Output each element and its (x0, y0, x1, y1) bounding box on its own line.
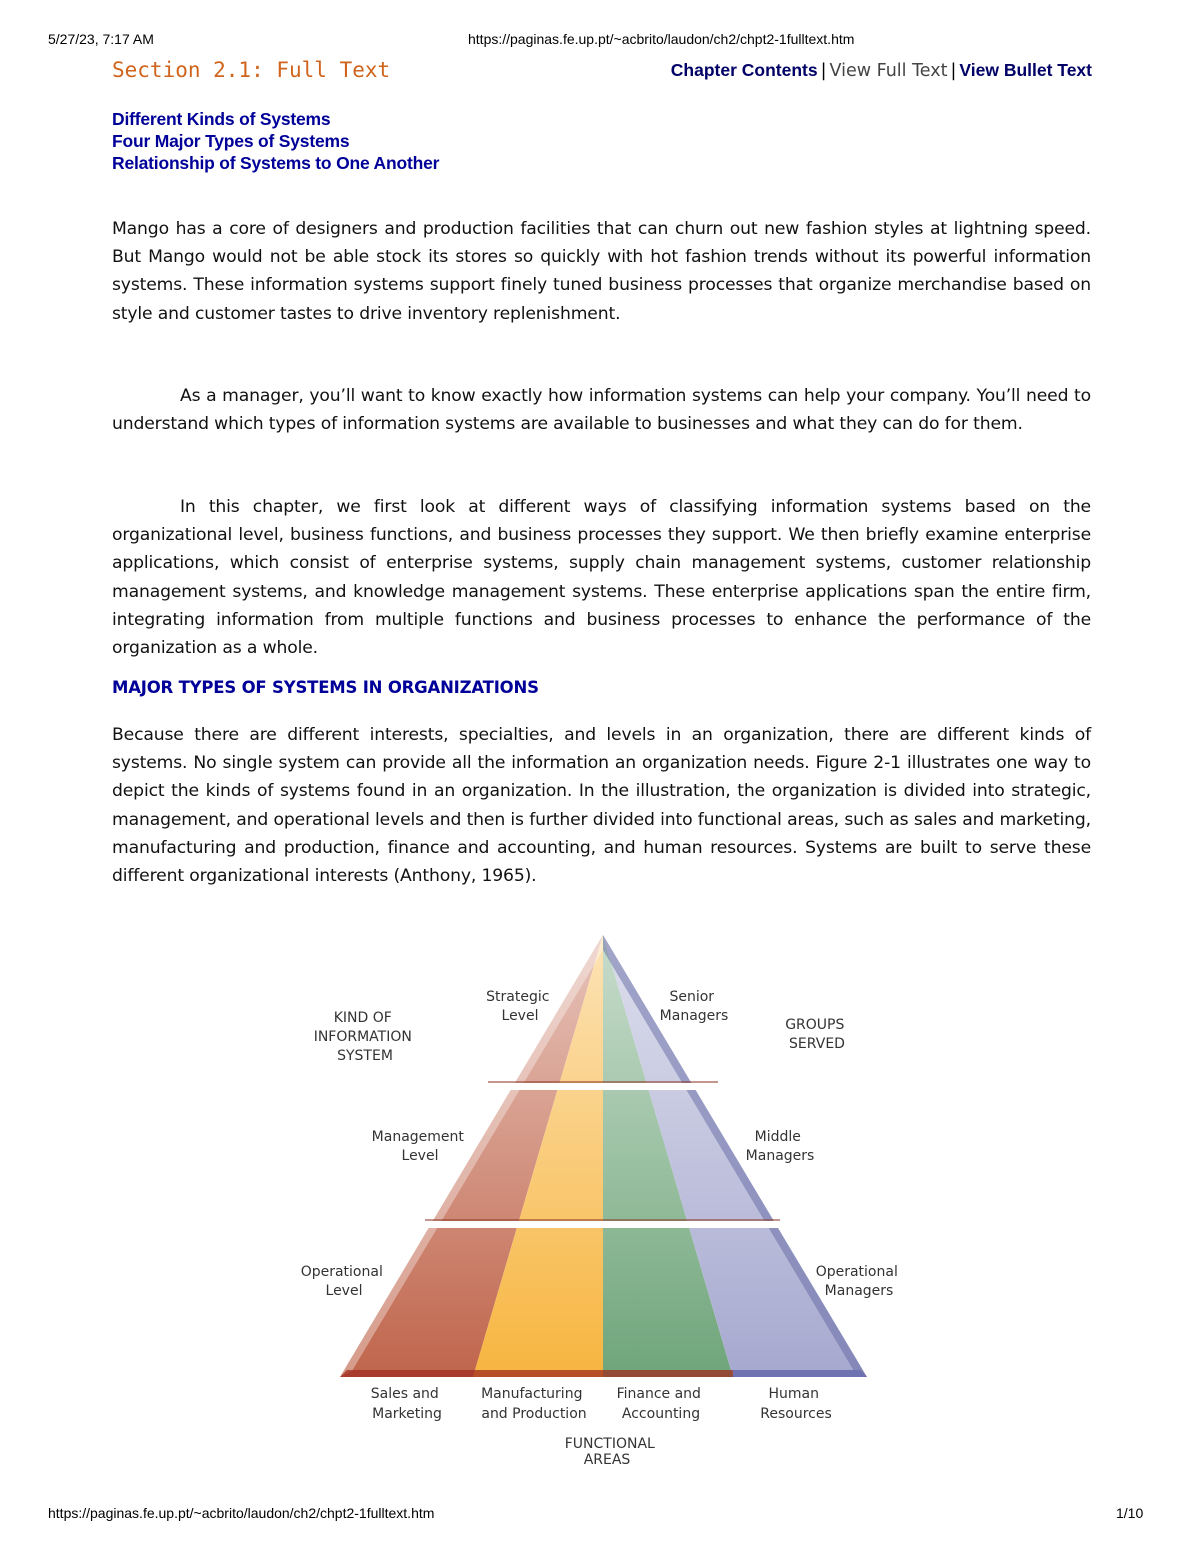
chapter-contents-link[interactable]: Chapter Contents (670, 60, 818, 80)
pyramid-base-edge-right (733, 1370, 867, 1377)
label-sales-marketing: Sales and Marketing (370, 1386, 442, 1422)
toc-link-relationship[interactable]: Relationship of Systems to One Another (112, 153, 440, 173)
chapter-nav (671, 60, 1092, 81)
functional-areas-title: FUNCTIONAL AREAS (564, 1436, 655, 1468)
label-middle-managers: Middle Managers (745, 1129, 815, 1164)
paragraph-major-types: Because there are different interests, specialties, and levels in an organization, there are different kinds of systems. No single system can provide all the information an organization needs. Figure 2-1 illustrates one way to depict the kinds of systems found in an organization. In the illustration, the organization is divided into strategic, management, and operational levels and then is further divided into functional areas, such as sales and marketing, manufacturing and production, finance and accounting, and human resources. Systems are built to serve these different organizational interests (Anthony, 1965). (112, 725, 1091, 887)
toc-link-different-kinds[interactable]: Different Kinds of Systems (112, 109, 331, 129)
label-management-level: Management Level (371, 1129, 464, 1164)
section-toc (112, 108, 439, 174)
level-divider-strategic (480, 1083, 726, 1090)
section-title: Section 2.1: Full Text (112, 58, 391, 82)
label-operational-managers: Operational Managers (815, 1264, 898, 1299)
nav-separator: | (820, 61, 827, 81)
section-heading: MAJOR TYPES OF SYSTEMS IN ORGANIZATIONS (112, 678, 539, 697)
view-bullet-text-link[interactable]: View Bullet Text (959, 60, 1092, 80)
systems-pyramid-figure (290, 928, 910, 1473)
print-datetime: 5/27/23, 7:17 AM (48, 31, 154, 47)
kind-of-system-title: KIND OF INFORMATION SYSTEM (313, 1010, 412, 1064)
print-url-header: https://paginas.fe.up.pt/~acbrito/laudon/ch2/chpt2-1fulltext.htm (468, 31, 855, 47)
paragraph-mango: Mango has a core of designers and production facilities that can churn out new fashion styles at lightning speed. But Mango would not be able stock its stores so quickly with hot fashion trends without its powerful information systems. These information systems support finely tuned business processes that organize merchandise based on style and customer tastes to drive inventory replenishment. (112, 219, 1091, 324)
level-divider-management (417, 1221, 788, 1228)
label-senior-managers: Senior Managers (659, 989, 729, 1024)
label-finance-accounting: Finance and Accounting (616, 1386, 701, 1422)
nav-separator: | (950, 61, 957, 81)
label-human-resources: Human Resources (760, 1386, 832, 1422)
view-full-text-current: View Full Text (829, 61, 948, 81)
print-url-footer: https://paginas.fe.up.pt/~acbrito/laudon/ch2/chpt2-1fulltext.htm (48, 1505, 435, 1521)
toc-link-four-major-types[interactable]: Four Major Types of Systems (112, 131, 350, 151)
paragraph-chapter-overview: In this chapter, we first look at different ways of classifying information systems based on the organizational level, business functions, and business processes they support. We then briefly examine enterprise applications, which consist of enterprise systems, supply chain management systems, customer relationship management systems, and knowledge management systems. These enterprise applications span the entire firm, integrating information from multiple functions and business processes to enhance the performance of the organization as a whole. (112, 497, 1091, 659)
label-manufacturing-production: Manufacturing and Production (481, 1386, 587, 1422)
label-strategic-level: Strategic Level (486, 989, 550, 1024)
paragraph-manager: As a manager, you’ll want to know exactly how information systems can help your company. You’ll need to understand which types of information systems are available to businesses and what they can do for them. (112, 386, 1091, 435)
label-operational-level: Operational Level (300, 1264, 383, 1299)
page-number: 1/10 (1116, 1505, 1144, 1521)
groups-served-title: GROUPS SERVED (785, 1017, 845, 1052)
